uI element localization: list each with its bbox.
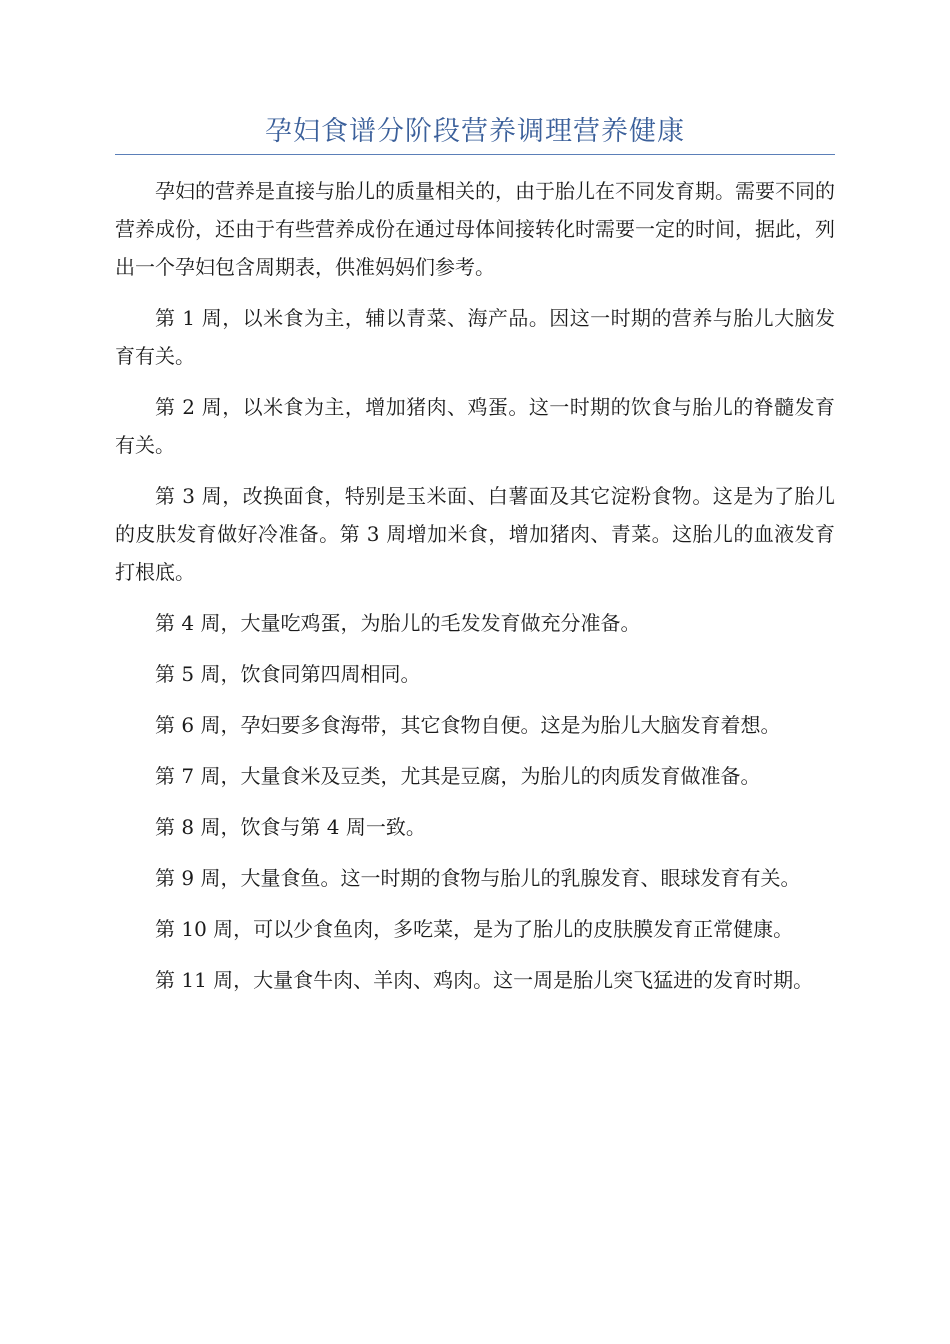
paragraph-week-7: 第 7 周，大量食米及豆类，尤其是豆腐，为胎儿的肉质发育做准备。 [155,764,761,788]
title-underline [115,154,835,155]
paragraph-week-11: 第 11 周，大量食牛肉、羊肉、鸡肉。这一周是胎儿突飞猛进的发育时期。 [155,968,814,992]
paragraph-week-1: 第 1 周，以米食为主，辅以青菜、海产品。因这一时期的营养与胎儿大脑发育有关。 [115,306,835,368]
paragraph-intro: 孕妇的营养是直接与胎儿的质量相关的，由于胎儿在不同发育期。需要不同的营养成份，还由于有些营养成份在通过母体间接转化时需要一定的时间，据此，列出一个孕妇包含周期表，供准妈妈们参考。 [115,179,835,279]
paragraph-week-4: 第 4 周，大量吃鸡蛋，为胎儿的毛发发育做充分准备。 [155,611,641,635]
document-body [115,172,835,1012]
paragraph-week-8: 第 8 周，饮食与第 4 周一致。 [155,815,426,839]
paragraph-week-6: 第 6 周，孕妇要多食海带，其它食物自便。这是为胎儿大脑发育着想。 [155,713,781,737]
paragraph-week-5: 第 5 周，饮食同第四周相同。 [155,662,421,686]
paragraph-week-3: 第 3 周，改换面食，特别是玉米面、白薯面及其它淀粉食物。这是为了胎儿的皮肤发育做好冷准备。第 3 周增加米食，增加猪肉、青菜。这胎儿的血液发育打根底。 [115,484,835,584]
paragraph-week-10: 第 10 周，可以少食鱼肉，多吃菜，是为了胎儿的皮肤膜发育正常健康。 [155,917,794,941]
paragraph-week-2: 第 2 周，以米食为主，增加猪肉、鸡蛋。这一时期的饮食与胎儿的脊髓发育有关。 [115,395,835,457]
paragraph-week-9: 第 9 周，大量食鱼。这一时期的食物与胎儿的乳腺发育、眼球发育有关。 [155,866,801,890]
document-title: 孕妇食谱分阶段营养调理营养健康 [265,116,685,147]
